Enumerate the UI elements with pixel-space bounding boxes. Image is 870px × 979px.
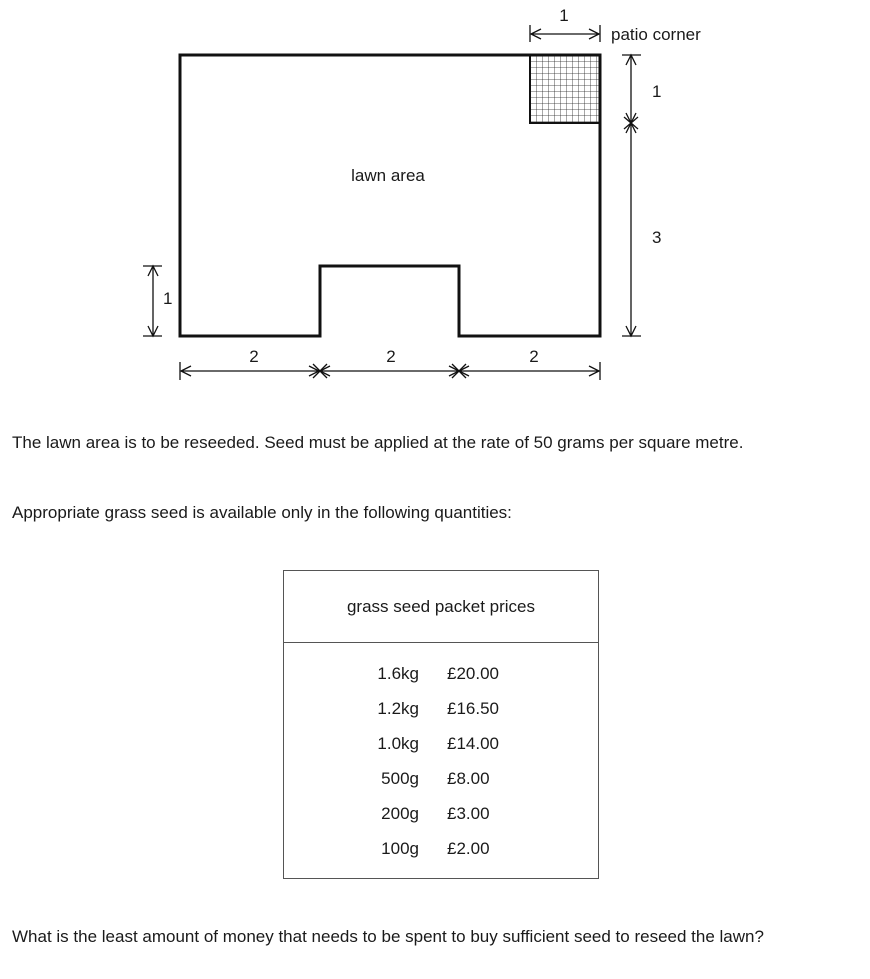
lawn-area-label: lawn area — [351, 166, 425, 185]
bottom-left-value: 2 — [249, 347, 259, 366]
left-step-dimension — [143, 266, 162, 336]
packet-price: £3.00 — [447, 804, 490, 823]
patio-corner — [530, 55, 600, 123]
packet-quantity: 1.2kg — [377, 699, 419, 718]
price-row — [284, 734, 598, 769]
price-table-title: grass seed packet prices — [284, 571, 598, 643]
packet-quantity: 1.0kg — [377, 734, 419, 753]
bottom-middle-value: 2 — [386, 347, 396, 366]
packet-price: £20.00 — [447, 664, 499, 683]
patio-corner-label: patio corner — [611, 25, 701, 44]
right-height-dimension — [622, 55, 641, 336]
packet-price: £8.00 — [447, 769, 490, 788]
patio-width-value: 1 — [559, 6, 569, 25]
packet-quantity: 200g — [381, 804, 419, 823]
packet-quantity: 1.6kg — [377, 664, 419, 683]
price-row — [284, 699, 598, 734]
price-table-rows — [284, 664, 598, 874]
price-table — [283, 570, 599, 879]
seeding-rate-text: The lawn area is to be reseeded. Seed must be applied at the rate of 50 grams per square metre. — [12, 433, 744, 452]
bottom-right-value: 2 — [529, 347, 539, 366]
availability-text: Appropriate grass seed is available only in the following quantities: — [12, 503, 512, 522]
packet-quantity: 100g — [381, 839, 419, 858]
packet-price: £2.00 — [447, 839, 490, 858]
lawn-diagram — [0, 0, 870, 400]
price-row — [284, 804, 598, 839]
price-row — [284, 664, 598, 699]
packet-quantity: 500g — [381, 769, 419, 788]
price-row — [284, 839, 598, 874]
price-row — [284, 769, 598, 804]
left-step-value: 1 — [163, 289, 173, 308]
patio-width-dimension — [530, 25, 600, 42]
right-height-value: 3 — [652, 228, 662, 247]
patio-height-value: 1 — [652, 82, 662, 101]
packet-price: £16.50 — [447, 699, 499, 718]
question-text: What is the least amount of money that needs to be spent to buy sufficient seed to reseed the lawn? — [12, 927, 764, 946]
packet-price: £14.00 — [447, 734, 499, 753]
